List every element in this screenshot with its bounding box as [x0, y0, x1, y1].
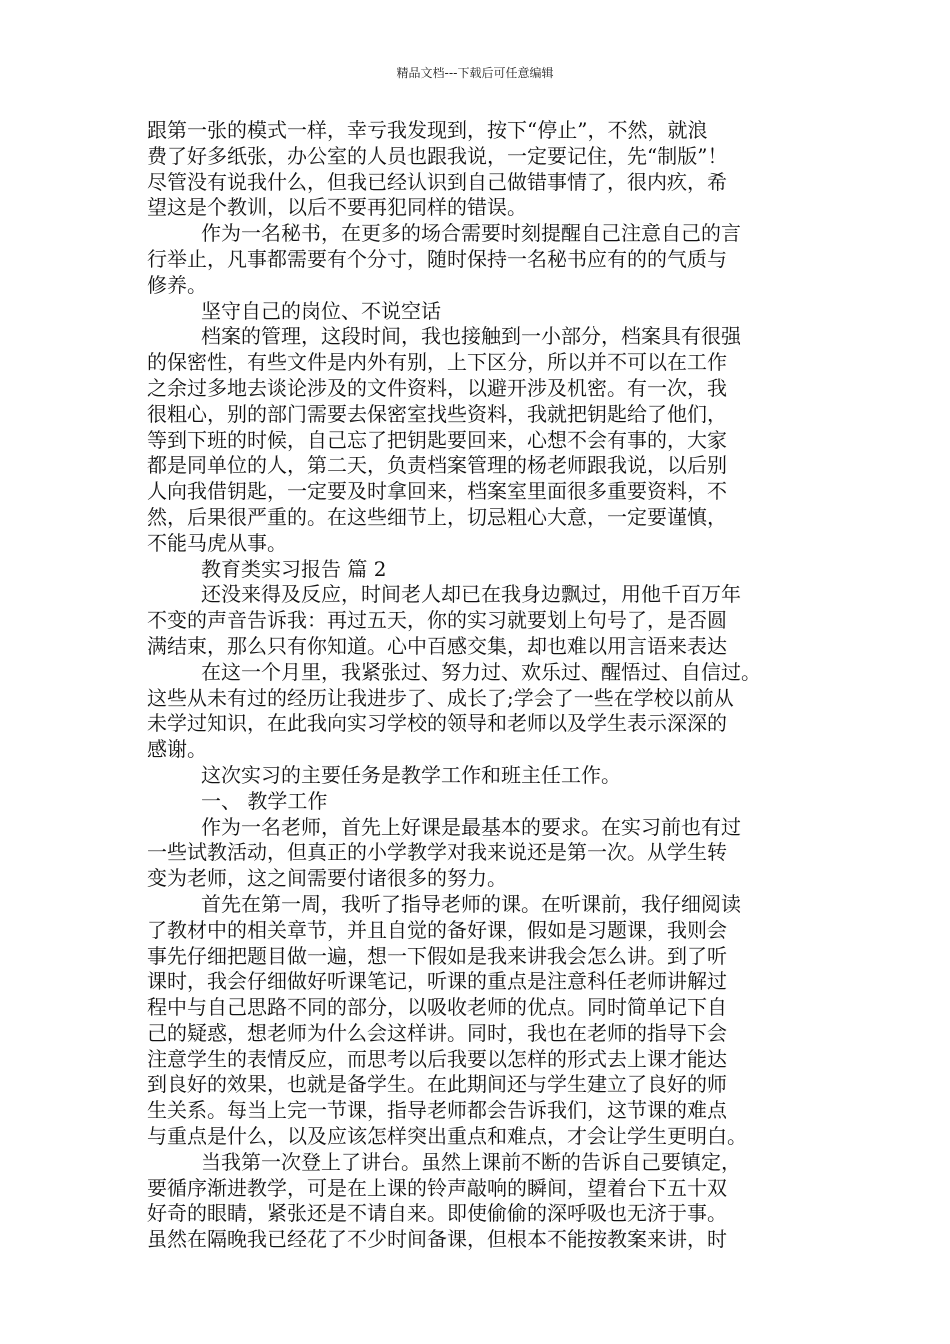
- text-line: 修养。: [147, 272, 207, 297]
- text-line: 到良好的效果，也就是备学生。在此期间还与学生建立了良好的师: [147, 1072, 727, 1097]
- text-line: 不能马虎从事。: [147, 530, 287, 555]
- text-line: 这些从未有过的经历让我进步了、成长了;学会了一些在学校以前从: [147, 685, 734, 710]
- paragraph: [147, 1150, 812, 1253]
- text-line: 档案的管理，这段时间，我也接触到一小部分，档案具有很强: [201, 324, 741, 349]
- text-line: 等到下班的时候，自己忘了把钥匙要回来，心想不会有事的，大家: [147, 427, 727, 452]
- text-line: 还没来得及反应，时间老人却已在我身边飘过，用他千百万年: [201, 582, 741, 607]
- section-heading: [147, 789, 812, 815]
- text-line: 尽管没有说我什么，但我已经认识到自己做错事情了，很内疚，希: [147, 169, 727, 194]
- text-line: 生关系。每当上完一节课，指导老师都会告诉我们，这节课的难点: [147, 1098, 727, 1123]
- text-line: 的保密性，有些文件是内外有别，上下区分，所以并不可以在工作: [147, 350, 727, 375]
- text-line: 教育类实习报告 篇 2: [201, 556, 387, 581]
- text-line: 当我第一次登上了讲台。虽然上课前不断的告诉自己要镇定，: [201, 1149, 741, 1174]
- text-line: 作为一名老师，首先上好课是最基本的要求。在实习前也有过: [201, 814, 741, 839]
- text-line: 课时，我会仔细做好听课笔记，听课的重点是注意科任老师讲解过: [147, 969, 727, 994]
- text-line: 不变的声音告诉我：再过五天，你的实习就要划上句号了，是否圆: [147, 608, 727, 633]
- paragraph: [147, 221, 812, 298]
- text-line: 变为老师，这之间需要付诸很多的努力。: [147, 866, 507, 891]
- section-heading: [147, 557, 812, 583]
- text-line: 与重点是什么，以及应该怎样突出重点和难点，才会让学生更明白。: [147, 1124, 747, 1149]
- paragraph: [147, 660, 812, 763]
- text-line: 事先仔细把题目做一遍，想一下假如是我来讲我会怎么讲。到了听: [147, 943, 727, 968]
- text-line: 作为一名秘书，在更多的场合需要时刻提醒自己注意自己的言: [201, 221, 741, 246]
- text-line: 程中与自己思路不同的部分，以吸收老师的优点。同时简单记下自: [147, 995, 727, 1020]
- text-line: 之余过多地去谈论涉及的文件资料，以避开涉及机密。有一次，我: [147, 375, 727, 400]
- text-line: 要循序渐进教学，可是在上课的铃声敲响的瞬间，望着台下五十双: [147, 1175, 727, 1200]
- text-line: 一、 教学工作: [201, 788, 328, 813]
- paragraph: [147, 324, 812, 556]
- paragraph: [147, 582, 812, 659]
- text-line: 未学过知识，在此我向实习学校的领导和老师以及学生表示深深的: [147, 711, 727, 736]
- paragraph: [147, 763, 812, 789]
- text-line: 了教材中的相关章节，并且自觉的备好课，假如是习题课，我则会: [147, 917, 727, 942]
- text-line: 行举止，凡事都需要有个分寸，随时保持一名秘书应有的的气质与: [147, 246, 727, 271]
- text-line: 人向我借钥匙，一定要及时拿回来，档案室里面很多重要资料，不: [147, 479, 727, 504]
- text-line: 坚守自己的岗位、不说空话: [201, 298, 441, 323]
- page-header: 精品文档---下载后可任意编辑: [396, 66, 554, 80]
- text-line: 在这一个月里，我紧张过、努力过、欢乐过、醒悟过、自信过。: [201, 659, 761, 684]
- paragraph: [147, 892, 812, 1150]
- text-line: 跟第一张的模式一样，幸亏我发现到，按下“停止”，不然，就浪: [147, 118, 708, 142]
- text-line: 感谢。: [147, 737, 207, 762]
- section-heading: [147, 299, 812, 325]
- paragraph: [147, 118, 812, 221]
- text-line: 虽然在隔晚我已经花了不少时间备课，但根本不能按教案来讲，时: [147, 1227, 727, 1252]
- text-line: 这次实习的主要任务是教学工作和班主任工作。: [201, 762, 621, 787]
- document-body: [147, 118, 812, 1253]
- text-line: 满结束，那么只有你知道。心中百感交集，却也难以用言语来表达: [147, 633, 727, 658]
- text-line: 首先在第一周，我听了指导老师的课。在听课前，我仔细阅读: [201, 891, 741, 916]
- text-line: 注意学生的表情反应，而思考以后我要以怎样的形式去上课才能达: [147, 1046, 727, 1071]
- text-line: 好奇的眼睛，紧张还是不请自来。即使偷偷的深呼吸也无济于事。: [147, 1201, 727, 1226]
- text-line: 一些试教活动，但真正的小学教学对我来说还是第一次。从学生转: [147, 840, 727, 865]
- text-line: 望这是个教训，以后不要再犯同样的错误。: [147, 195, 527, 220]
- text-line: 都是同单位的人，第二天，负责档案管理的杨老师跟我说，以后别: [147, 453, 727, 478]
- text-line: 己的疑惑，想老师为什么会这样讲。同时，我也在老师的指导下会: [147, 1020, 727, 1045]
- text-line: 很粗心，别的部门需要去保密室找些资料，我就把钥匙给了他们，: [147, 401, 727, 426]
- text-line: 然，后果很严重的。在这些细节上，切忌粗心大意，一定要谨慎，: [147, 504, 727, 529]
- text-line: 费了好多纸张，办公室的人员也跟我说，一定要记住，先“制版”！: [147, 143, 728, 168]
- paragraph: [147, 815, 812, 892]
